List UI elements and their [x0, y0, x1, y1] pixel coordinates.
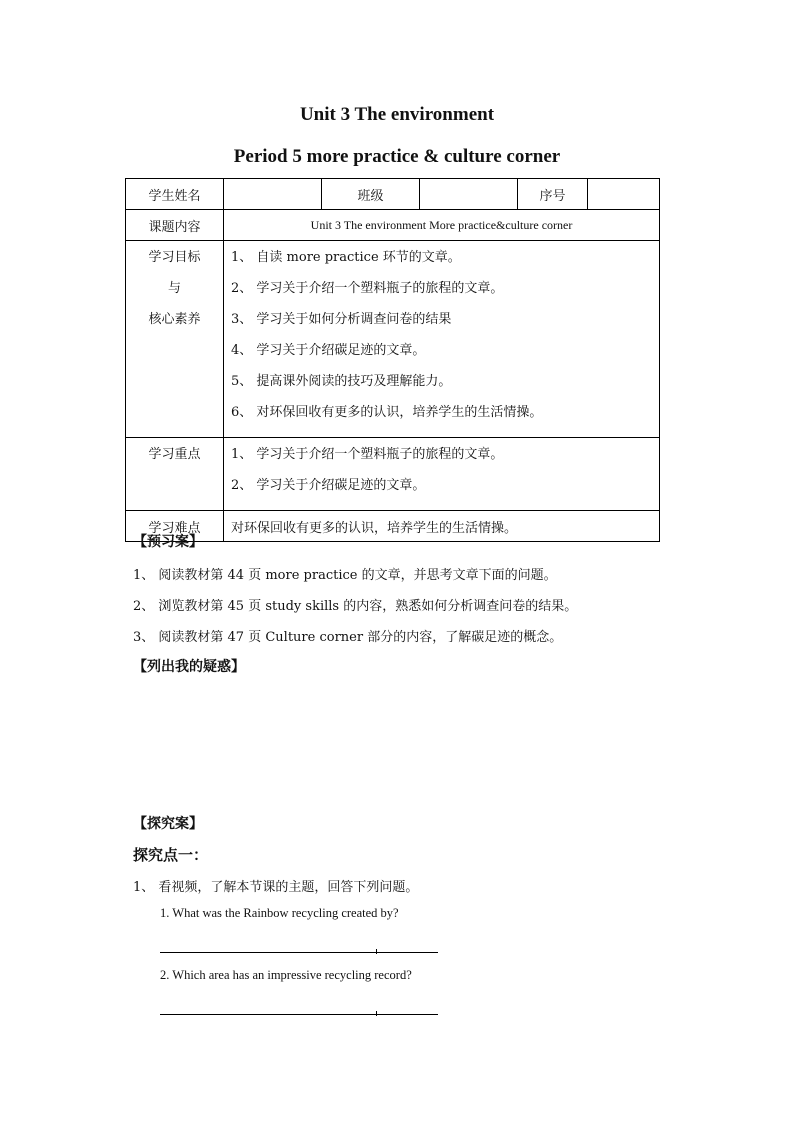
answer-line-2[interactable] [160, 1014, 438, 1015]
doubts-heading: 【列出我的疑惑】 [133, 659, 245, 675]
list-item: 2、 浏览教材第 45 页 study skills 的内容，熟悉如何分析调查问卷的结果。 [133, 599, 578, 614]
explore-task: 1、 看视频，了解本节课的主题，回答下列问题。 [133, 880, 419, 895]
preview-heading: 【预习案】 [133, 534, 203, 550]
page-subtitle: Period 5 more practice & culture corner [233, 146, 561, 167]
question-1: 1. What was the Rainbow recycling created by? [160, 906, 399, 920]
lesson-info-table [125, 178, 660, 542]
class-label: 班级 [322, 179, 420, 210]
difficulty-label: 学习难点 [126, 511, 224, 542]
difficulty-value: 对环保回收有更多的认识，培养学生的生活情操。 [224, 511, 660, 542]
number-field[interactable] [588, 179, 660, 210]
key-points-label: 学习重点 [126, 438, 224, 511]
answer-line-1[interactable] [160, 952, 438, 953]
list-item: 1、 自读 more practice 环节的文章。 [231, 250, 461, 265]
list-item: 2、 学习关于介绍一个塑料瓶子的旅程的文章。 [231, 281, 504, 296]
number-label: 序号 [518, 179, 588, 210]
student-name-label: 学生姓名 [126, 179, 224, 210]
list-item: 1、 学习关于介绍一个塑料瓶子的旅程的文章。 [231, 447, 504, 462]
table-row [126, 511, 660, 542]
table-row [126, 438, 660, 511]
explore-point-heading: 探究点一： [133, 846, 209, 864]
student-name-field[interactable] [224, 179, 322, 210]
question-2: 2. Which area has an impressive recycling record? [160, 968, 412, 982]
list-item: 2、 学习关于介绍碳足迹的文章。 [231, 478, 426, 493]
key-points-list [224, 438, 660, 511]
list-item: 1、 阅读教材第 44 页 more practice 的文章，并思考文章下面的问题。 [133, 568, 557, 583]
explore-heading: 【探究案】 [133, 816, 203, 832]
list-item: 3、 阅读教材第 47 页 Culture corner 部分的内容，了解碳足迹的概念。 [133, 630, 563, 645]
topic-value: Unit 3 The environment More practice&culture corner [224, 210, 660, 241]
list-item: 4、 学习关于介绍碳足迹的文章。 [231, 343, 426, 358]
table-row [126, 179, 660, 210]
table-row [126, 210, 660, 241]
goals-label: 学习目标 与 核心素养 [126, 241, 224, 438]
list-item: 6、 对环保回收有更多的认识，培养学生的生活情操。 [231, 405, 543, 420]
topic-label: 课题内容 [126, 210, 224, 241]
class-field[interactable] [420, 179, 518, 210]
list-item: 5、 提高课外阅读的技巧及理解能力。 [231, 374, 452, 389]
table-row [126, 241, 660, 438]
goals-list [224, 241, 660, 438]
page-title: Unit 3 The environment [299, 104, 495, 125]
list-item: 3、 学习关于如何分析调查问卷的结果 [231, 312, 452, 327]
